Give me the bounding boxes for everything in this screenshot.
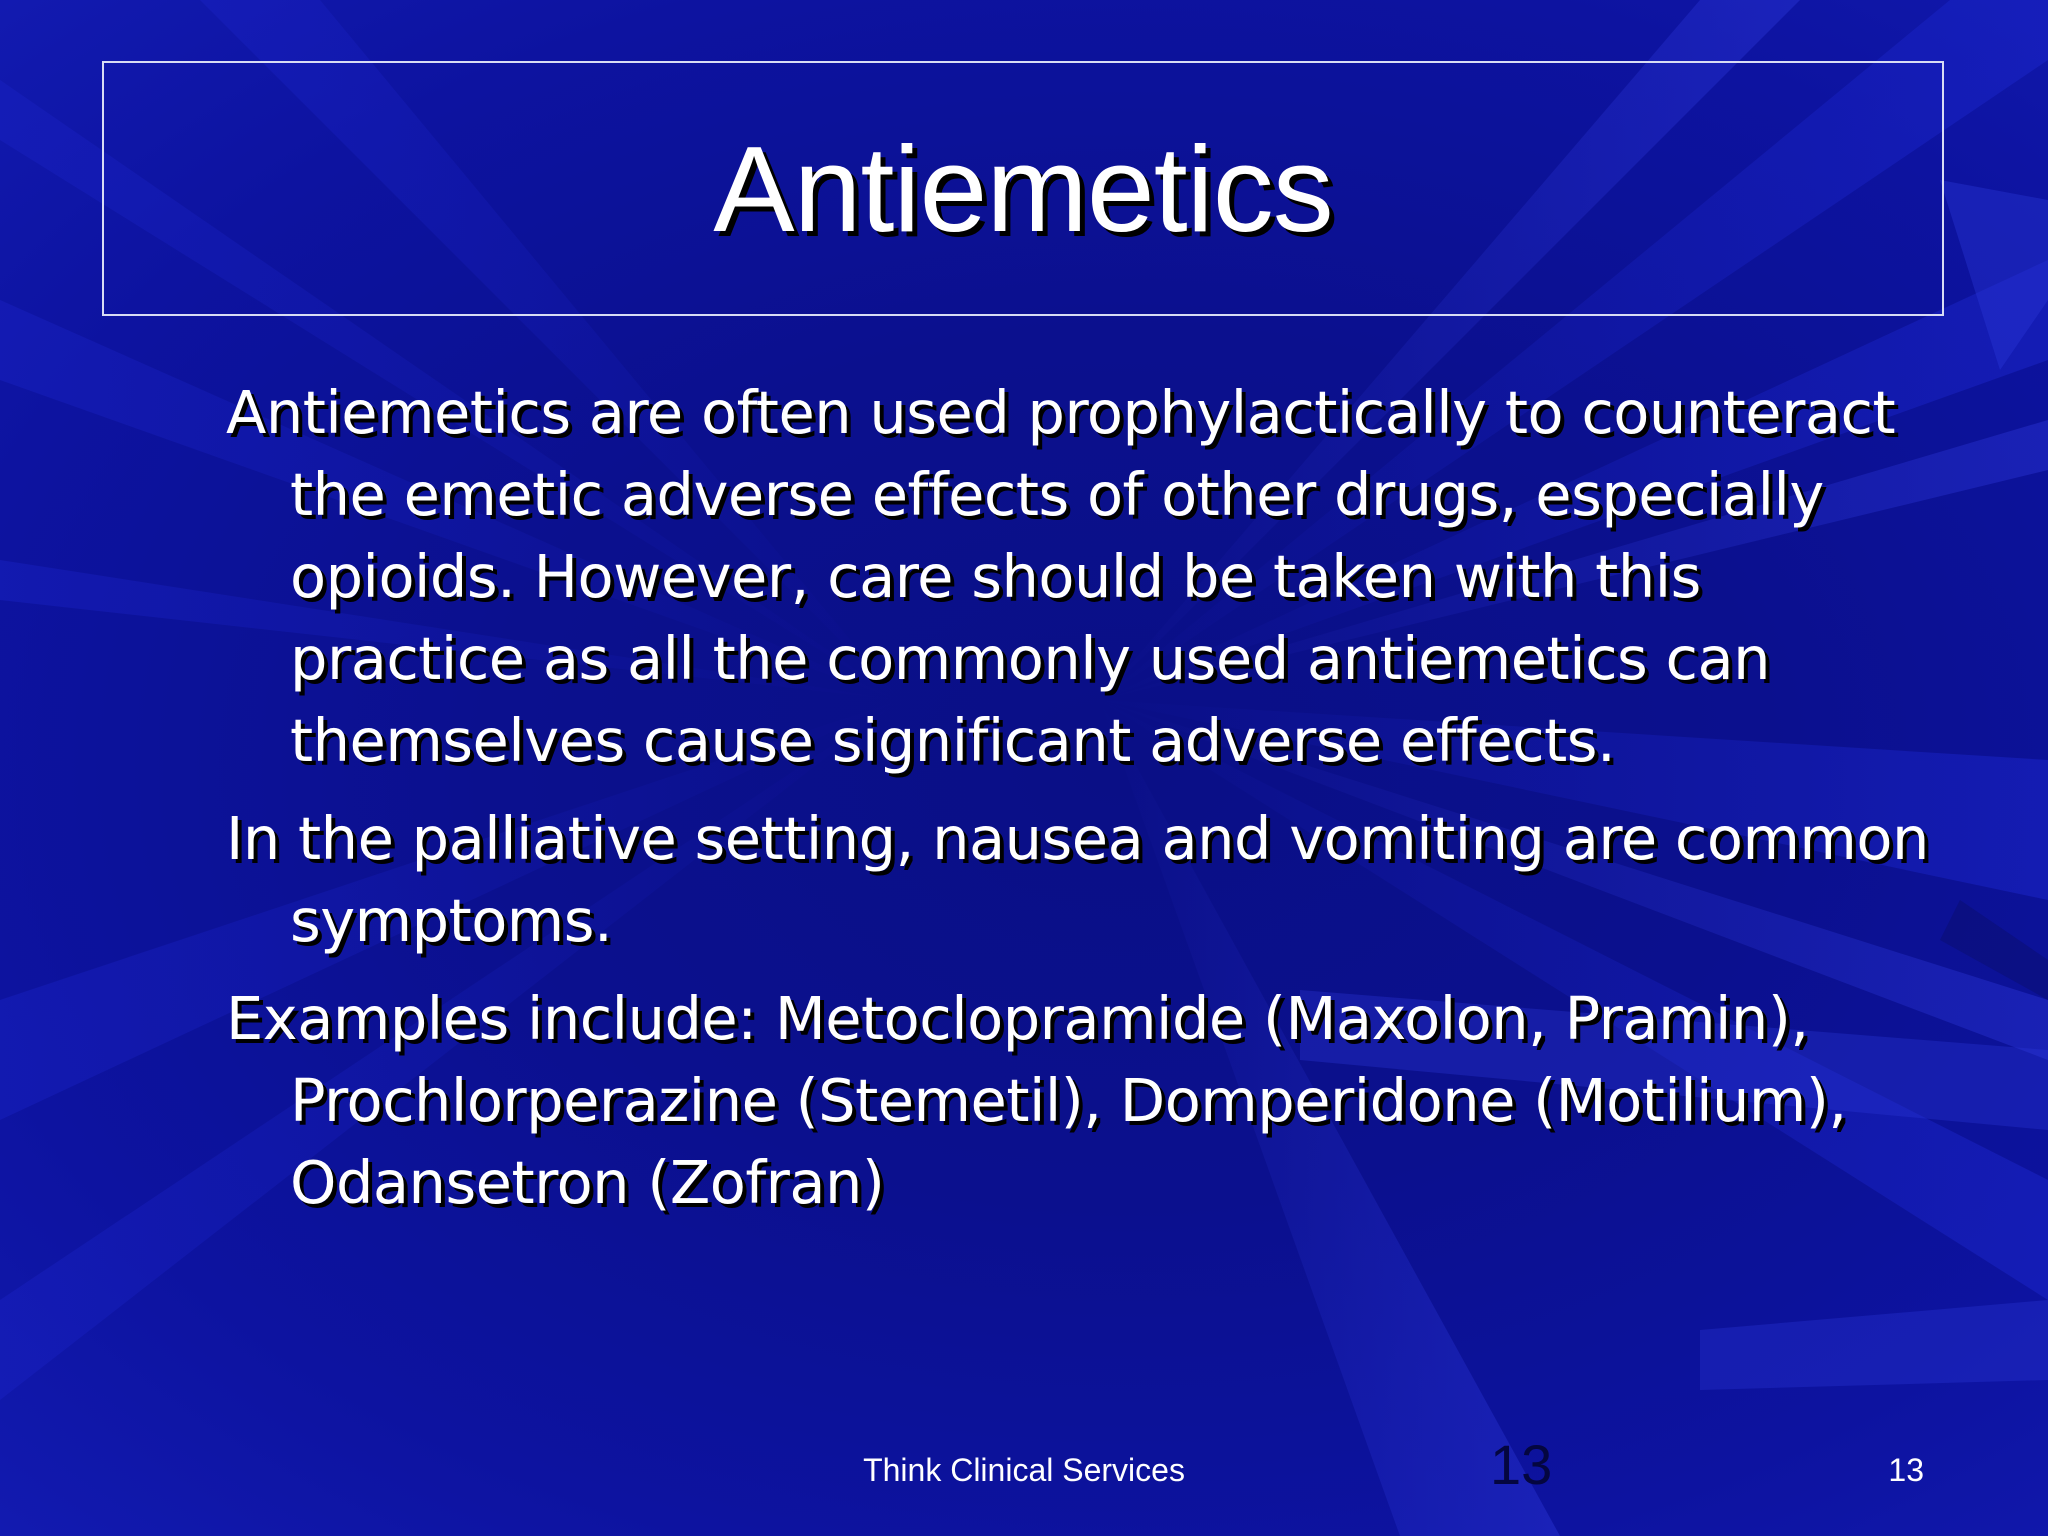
paragraph-palliative: In the palliative setting, nausea and vomiting are common symptoms. [226, 804, 1929, 955]
footer [0, 1452, 2048, 1489]
paragraph-examples: Examples include: Metoclopramide (Maxolon, Pramin), Prochlorperazine (Stemetil), Domperidone (Motilium), Odansetron (Zofran) [226, 984, 1847, 1217]
page-number: 13 [1888, 1452, 1924, 1488]
slide-body [226, 372, 1946, 1240]
paragraph-prophylaxis: Antiemetics are often used prophylactically to counteract the emetic adverse effects of other drugs, especially opioids. However, care should be taken with this practice as all the commonly used antiemetics can themselves cause significant adverse effects. [226, 378, 1896, 775]
page-number-large: 13 [1490, 1433, 1553, 1496]
footer-text: Think Clinical Services [863, 1452, 1185, 1488]
slide-title: Antiemetics [713, 120, 1333, 257]
title-box [102, 61, 1944, 316]
